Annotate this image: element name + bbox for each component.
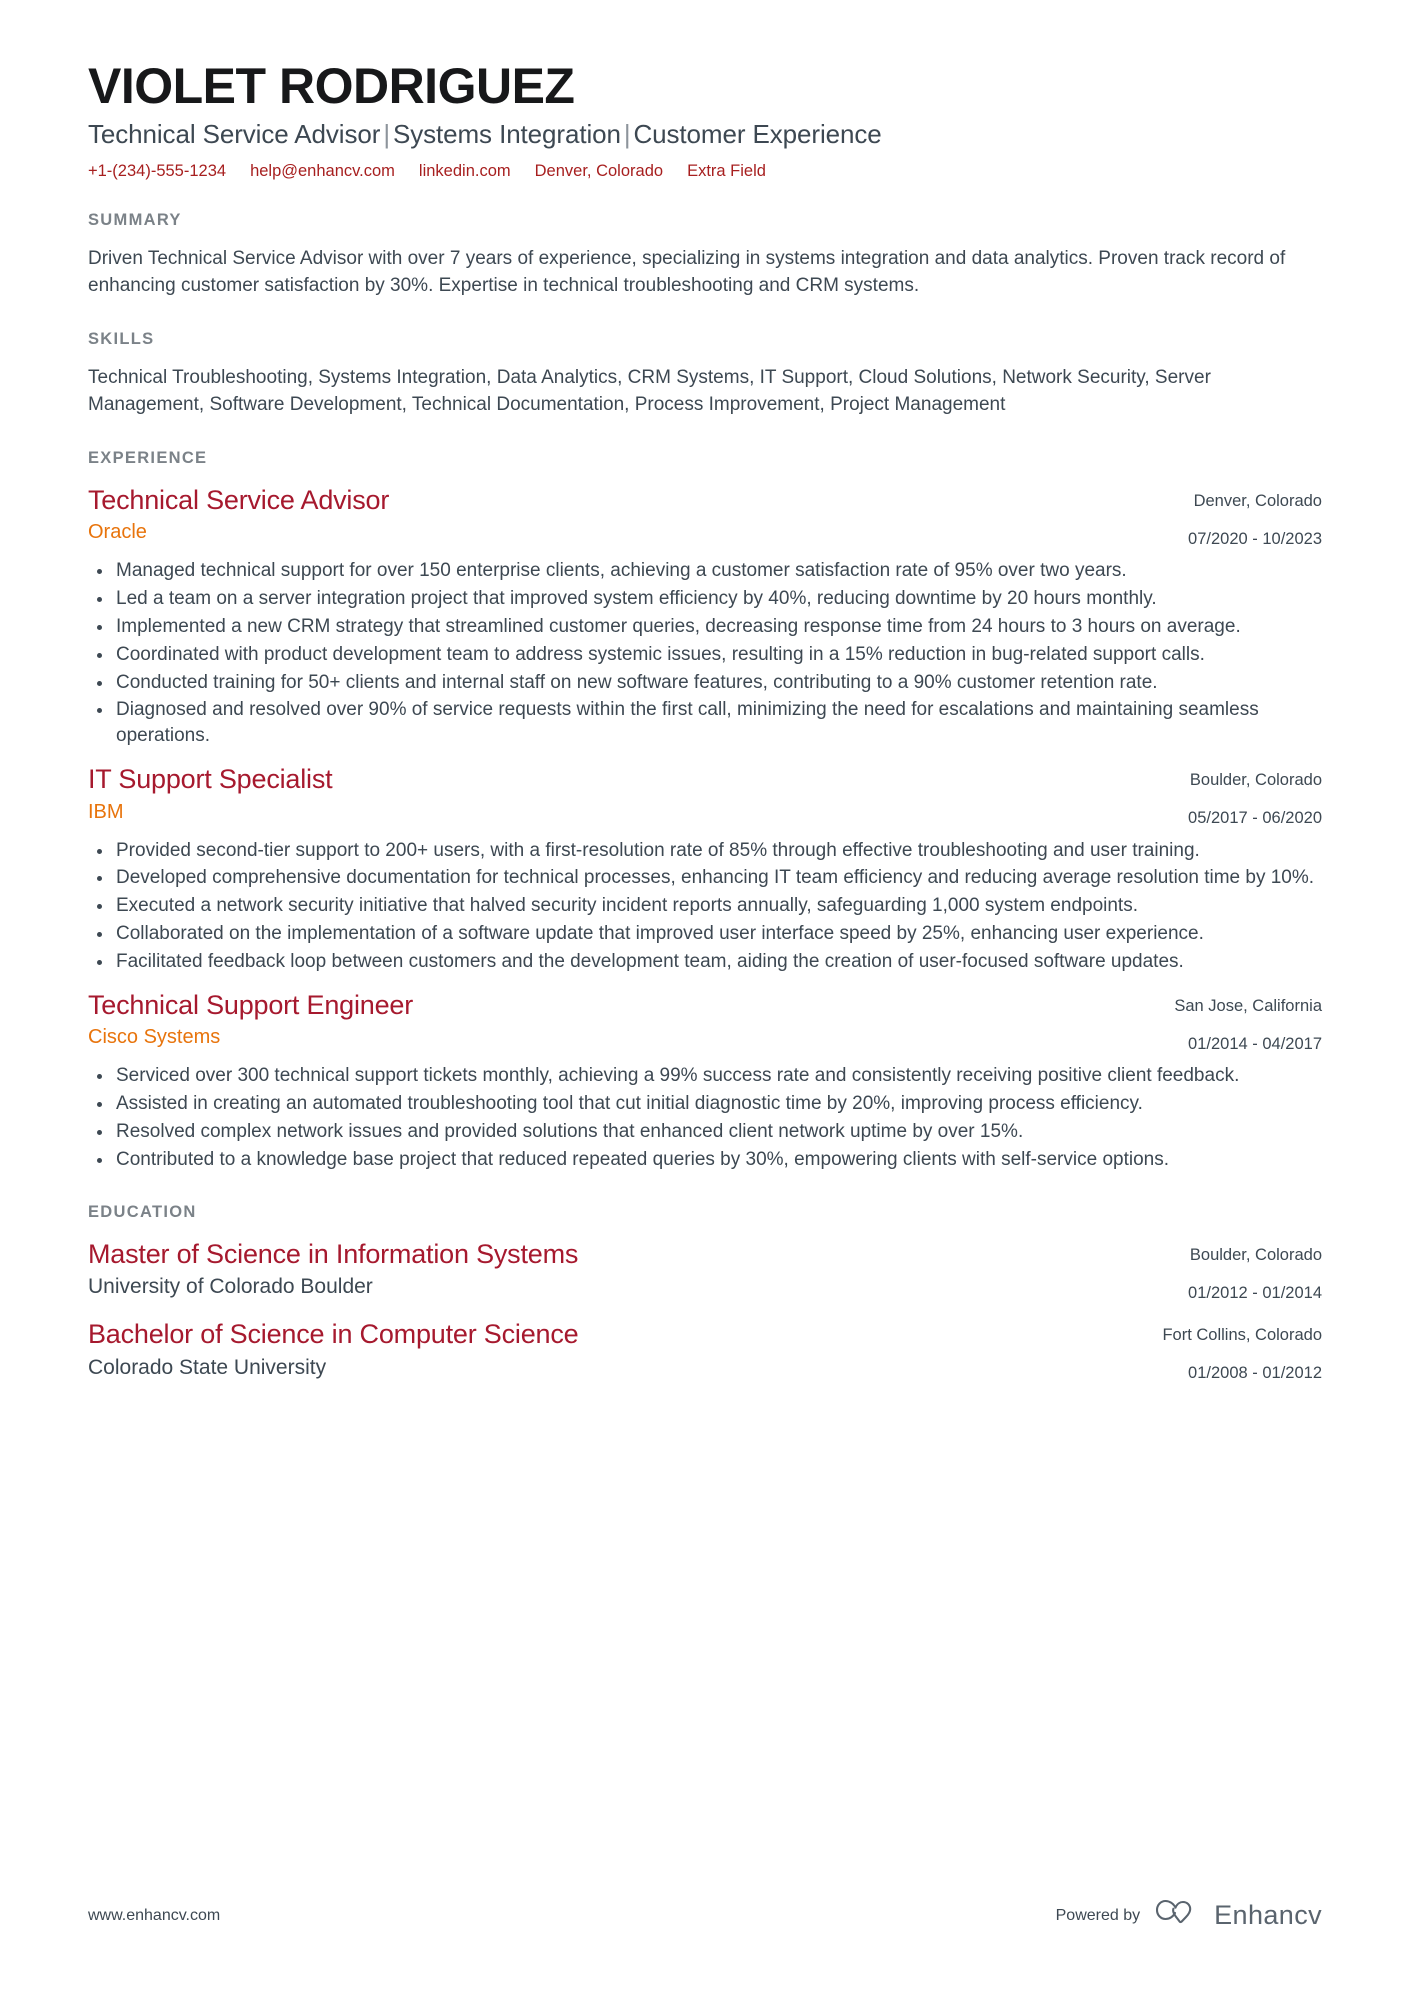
job-bullet-list <box>88 558 1322 749</box>
job-bullet: Resolved complex network issues and provided solutions that enhanced client network uptime by over 15%. <box>88 1119 1322 1145</box>
job-bullet: Assisted in creating an automated troubleshooting tool that cut initial diagnostic time by 20%, improving process efficiency. <box>88 1091 1322 1117</box>
resume-header <box>88 58 1322 181</box>
job-dates: 01/2014 - 04/2017 <box>1188 1034 1322 1053</box>
headline-separator-1: | <box>383 119 390 149</box>
company-name: IBM <box>88 800 124 823</box>
experience-entry <box>88 484 1322 749</box>
contact-linkedin[interactable]: linkedin.com <box>418 161 511 180</box>
education-section-title: EDUCATION <box>88 1202 197 1221</box>
summary-text: Driven Technical Service Advisor with over 7 years of experience, specializing in systems integration and data analytics. Proven track record of enhancing customer satisfaction by 30%. Expertise in technical troubleshooting and CRM systems. <box>88 247 1286 296</box>
school-dates: 01/2008 - 01/2012 <box>1188 1364 1322 1383</box>
education-entry-head <box>88 1318 1322 1385</box>
job-location: San Jose, California <box>1174 996 1322 1015</box>
job-bullet: Contributed to a knowledge base project that reduced repeated queries by 30%, empowering clients with self-service options. <box>88 1147 1322 1173</box>
resume-footer <box>88 1898 1322 1933</box>
job-dates: 05/2017 - 06/2020 <box>1188 809 1322 828</box>
candidate-name: VIOLET RODRIGUEZ <box>88 58 575 114</box>
job-bullet: Provided second-tier support to 200+ users, with a first-resolution rate of 85% through effective troubleshooting and user training. <box>88 838 1322 864</box>
job-title: Technical Support Engineer <box>88 989 414 1020</box>
job-bullet: Executed a network security initiative that halved security incident reports annually, safeguarding 1,000 system endpoints. <box>88 893 1322 919</box>
experience-entry-head <box>88 484 1322 551</box>
contact-row <box>88 162 1322 181</box>
experience-entry-head <box>88 989 1322 1056</box>
enhancv-mark-icon <box>1156 1898 1204 1933</box>
experience-entry-left <box>88 989 1142 1051</box>
experience-entry-meta <box>1142 989 1322 1056</box>
degree-title: Master of Science in Information Systems <box>88 1238 579 1269</box>
headline-separator-2: | <box>623 119 631 149</box>
skills-section <box>88 330 1322 419</box>
contact-extra-field: Extra Field <box>687 161 766 180</box>
headline-part-1: Technical Service Advisor <box>88 119 381 149</box>
company-name: Cisco Systems <box>88 1026 221 1049</box>
job-bullet: Managed technical support for over 150 enterprise clients, achieving a customer satisfaction rate of 95% over two years. <box>88 558 1322 584</box>
degree-title: Bachelor of Science in Computer Science <box>88 1319 579 1350</box>
contact-phone[interactable]: +1-(234)-555-1234 <box>88 161 227 180</box>
school-location: Boulder, Colorado <box>1189 1245 1322 1264</box>
job-bullet: Collaborated on the implementation of a software update that improved user interface speed by 25%, enhancing user experience. <box>88 921 1322 947</box>
education-section <box>88 1203 1322 1385</box>
company-name: Oracle <box>88 521 147 544</box>
job-dates: 07/2020 - 10/2023 <box>1188 529 1322 548</box>
education-entry-meta <box>1142 1318 1322 1385</box>
job-bullet: Diagnosed and resolved over 90% of service requests within the first call, minimizing the need for escalations and maintaining seamless operations. <box>88 697 1322 749</box>
education-entry <box>88 1238 1322 1305</box>
job-bullet: Conducted training for 50+ clients and internal staff on new software features, contributing to a 90% customer retention rate. <box>88 670 1322 696</box>
summary-section-title: SUMMARY <box>88 210 182 229</box>
school-name: University of Colorado Boulder <box>88 1275 373 1299</box>
experience-entry <box>88 989 1322 1173</box>
experience-section <box>88 449 1322 1173</box>
job-bullet: Developed comprehensive documentation for technical processes, enhancing IT team efficiency and reducing average resolution time by 10%. <box>88 865 1322 891</box>
experience-entry-meta <box>1142 484 1322 551</box>
contact-location: Denver, Colorado <box>534 161 664 180</box>
education-entry <box>88 1318 1322 1385</box>
enhancv-wordmark: Enhancv <box>1214 1900 1322 1930</box>
summary-section <box>88 211 1322 300</box>
school-dates: 01/2012 - 01/2014 <box>1188 1283 1322 1302</box>
education-entry-head <box>88 1238 1322 1305</box>
skills-section-title: SKILLS <box>88 329 155 348</box>
powered-by-label: Powered by <box>1055 1906 1141 1924</box>
school-location: Fort Collins, Colorado <box>1162 1326 1322 1345</box>
job-bullet: Led a team on a server integration project that improved system efficiency by 40%, reducing downtime by 20 hours monthly. <box>88 586 1322 612</box>
job-location: Denver, Colorado <box>1193 491 1322 510</box>
experience-entry-left <box>88 763 1142 825</box>
job-title: IT Support Specialist <box>88 764 333 794</box>
education-entry-meta <box>1142 1238 1322 1305</box>
experience-entry-head <box>88 763 1322 830</box>
job-bullet: Implemented a new CRM strategy that streamlined customer queries, decreasing response time from 24 hours to 3 hours on average. <box>88 614 1322 640</box>
job-bullet: Coordinated with product development team to address systemic issues, resulting in a 15% reduction in bug-related support calls. <box>88 642 1322 668</box>
experience-entry-meta <box>1142 763 1322 830</box>
job-title: Technical Service Advisor <box>88 484 390 515</box>
job-bullet: Facilitated feedback loop between customers and the development team, aiding the creation of user-focused software updates. <box>88 949 1322 975</box>
skills-text: Technical Troubleshooting, Systems Integration, Data Analytics, CRM Systems, IT Support, Cloud Solutions, Network Security, Server Management, Software Development, Technical Documentation, Process Improvement, Project Management <box>88 366 1211 415</box>
experience-section-title: EXPERIENCE <box>88 448 208 467</box>
job-bullet-list <box>88 1063 1322 1172</box>
job-bullet: Serviced over 300 technical support tickets monthly, achieving a 99% success rate and consistently receiving positive client feedback. <box>88 1063 1322 1089</box>
candidate-headline <box>88 118 1322 152</box>
job-location: Boulder, Colorado <box>1189 771 1322 789</box>
footer-brand-area <box>1056 1898 1322 1933</box>
enhancv-logo-lockup <box>1156 1898 1322 1933</box>
contact-email[interactable]: help@enhancv.com <box>250 161 395 180</box>
experience-entry <box>88 763 1322 975</box>
footer-website-url[interactable]: www.enhancv.com <box>88 1906 221 1924</box>
school-name: Colorado State University <box>88 1355 327 1379</box>
headline-part-2: Systems Integration <box>392 119 621 149</box>
job-bullet-list <box>88 838 1322 975</box>
experience-entry-left <box>88 484 1142 546</box>
education-entry-left <box>88 1318 1142 1381</box>
education-entry-left <box>88 1238 1142 1301</box>
headline-part-3: Customer Experience <box>633 119 882 149</box>
